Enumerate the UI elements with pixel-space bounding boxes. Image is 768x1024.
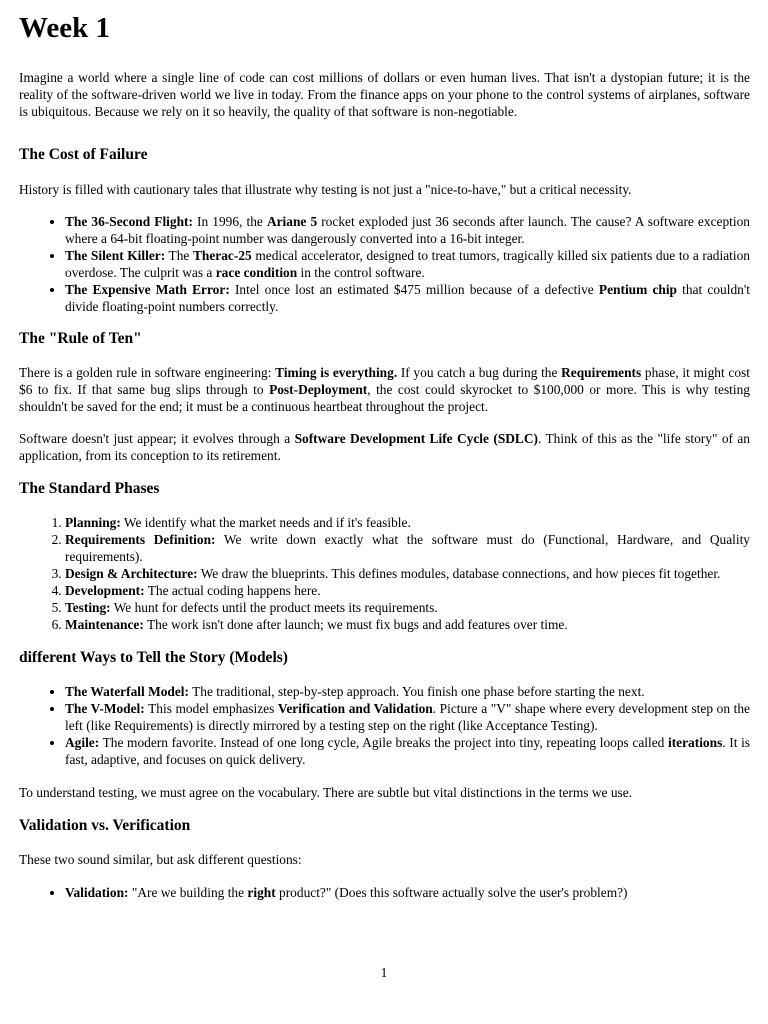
- standard-phases-list: [19, 514, 750, 633]
- sdlc-paragraph: Software doesn't just appear; it evolves through a Software Development Life Cycle (SDLC). Think of this as the "life story" of an application, from its conception to its retirement.: [19, 431, 751, 463]
- document-page: [19, 0, 750, 901]
- list-item: 5. Testing: We hunt for defects until the product meets its requirements.: [65, 599, 750, 616]
- list-item: 6. Maintenance: The work isn't done after launch; we must fix bugs and add features over time.: [65, 616, 750, 633]
- list-item: • Agile: The modern favorite. Instead of one long cycle, Agile breaks the project into tiny, repeating loops called iterations. It is fast, adaptive, and focuses on quick delivery.: [65, 734, 750, 768]
- models-list: [19, 683, 750, 768]
- cost-of-failure-paragraph: History is filled with cautionary tales that illustrate why testing is not just a "nice-to-have," but a critical necessity.: [19, 182, 632, 197]
- list-item: • The V-Model: This model emphasizes Verification and Validation. Picture a "V" shape where every development step on the left (like Requirements) is directly mirrored by a testing step on the right (like Acceptance Testing).: [65, 700, 750, 734]
- heading-rule-of-ten: The "Rule of Ten": [19, 330, 142, 347]
- heading-cost-of-failure: The Cost of Failure: [19, 146, 148, 163]
- list-item: 3. Design & Architecture: We draw the blueprints. This defines modules, database connections, and how pieces fit together.: [65, 565, 750, 582]
- list-item: 1. Planning: We identify what the market needs and if it's feasible.: [65, 514, 750, 531]
- validation-list: [19, 884, 750, 901]
- list-item: • The 36-Second Flight: In 1996, the Ariane 5 rocket exploded just 36 seconds after launch. The cause? A software exception where a 64-bit floating-point number was dangerously converted into a 16-bit integer.: [65, 213, 750, 247]
- intro-paragraph: Imagine a world where a single line of code can cost millions of dollars or even human lives. That isn't a dystopian future; it is the reality of the software-driven world we live in today. From the finance apps on your phone to the control systems of airplanes, software is ubiquitous. Because we rely on it so heavily, the quality of that software is non-negotiable.: [19, 70, 750, 119]
- list-item: 4. Development: The actual coding happens here.: [65, 582, 750, 599]
- list-item: 2. Requirements Definition: We write down exactly what the software must do (Functional, Hardware, and Quality requirements).: [65, 531, 750, 565]
- page-number: 1: [380, 965, 388, 980]
- heading-validation-verification: Validation vs. Verification: [19, 817, 191, 834]
- rule-of-ten-paragraph: There is a golden rule in software engineering: Timing is everything. If you catch a bug during the Requirements phase, it might cost $6 to fix. If that same bug slips through to Post-Deployment, the cost could skyrocket to $100,000 or more. This is why testing shouldn't be saved for the end; it must be a continuous heartbeat throughout the project.: [19, 365, 751, 414]
- list-item: • The Expensive Math Error: Intel once lost an estimated $475 million because of a defective Pentium chip that couldn't divide floating-point numbers correctly.: [65, 281, 750, 315]
- cost-of-failure-list: [19, 213, 750, 315]
- heading-standard-phases: The Standard Phases: [19, 480, 160, 497]
- list-item: • Validation: "Are we building the right product?" (Does this software actually solve the user's problem?): [65, 884, 750, 901]
- list-item: • The Silent Killer: The Therac-25 medical accelerator, designed to treat tumors, tragically killed six patients due to a radiation overdose. The culprit was a race condition in the control software.: [65, 247, 750, 281]
- validation-paragraph: These two sound similar, but ask different questions:: [19, 852, 302, 867]
- list-item: • The Waterfall Model: The traditional, step-by-step approach. You finish one phase before starting the next.: [65, 683, 750, 700]
- page-title: Week 1: [19, 12, 111, 44]
- vocabulary-paragraph: To understand testing, we must agree on the vocabulary. There are subtle but vital distinctions in the terms we use.: [19, 785, 633, 800]
- heading-models: different Ways to Tell the Story (Models): [19, 649, 288, 666]
